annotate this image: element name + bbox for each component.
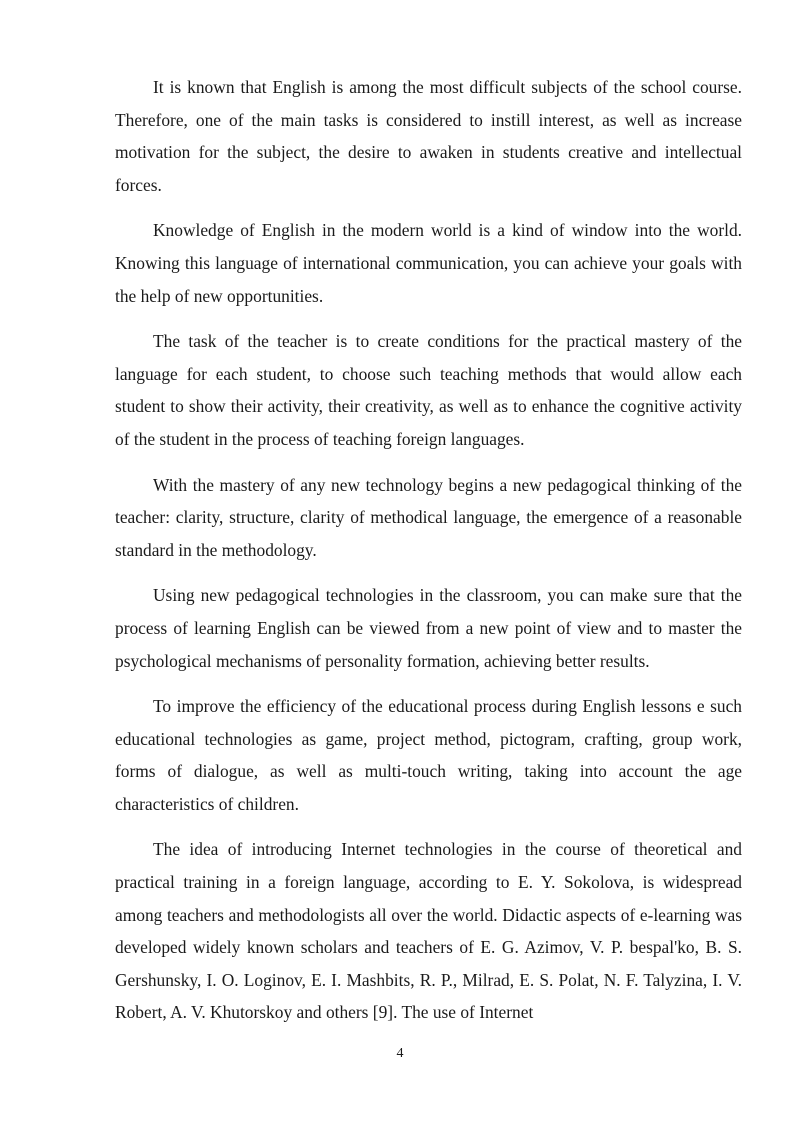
paragraph: Using new pedagogical technologies in the classroom, you can make sure that the process of learning English can be viewed from a new point of view and to master the psychological mechanisms of personality formation, achieving better results. — [115, 585, 742, 671]
page-number: 4 — [396, 1046, 404, 1061]
paragraph: It is known that English is among the most difficult subjects of the school course. Therefore, one of the main tasks is considered to instill interest, as well as increase motivation for the subject, the desire to awaken in students creative and intellectual forces. — [115, 77, 742, 195]
page-body — [115, 71, 742, 1042]
paragraph: With the mastery of any new technology begins a new pedagogical thinking of the teacher: clarity, structure, clarity of methodical language, the emergence of a reasonable standard in the methodology. — [115, 474, 742, 560]
paragraph: Knowledge of English in the modern world is a kind of window into the world. Knowing this language of international communication, you can achieve your goals with the help of new opportunities. — [115, 220, 742, 306]
paragraph: The task of the teacher is to create conditions for the practical mastery of the language for each student, to choose such teaching methods that would allow each student to show their activity, their creativity, as well as to enhance the cognitive activity of the student in the process of teaching foreign languages. — [115, 331, 742, 449]
paragraph: The idea of introducing Internet technologies in the course of theoretical and practical training in a foreign language, according to E. Y. Sokolova, is widespread among teachers and methodologists all over the world. Didactic aspects of e-learning was developed widely known scholars and teachers of E. G. Azimov, V. P. bespal'ko, B. S. Gershunsky, I. O. Loginov, E. I. Mashbits, R. P., Milrad, E. S. Polat, N. F. Talyzina, I. V. Robert, A. V. Khutorskoy and others [9]. The use of Internet — [115, 839, 742, 1023]
paragraph: To improve the efficiency of the educational process during English lessons e such educational technologies as game, project method, pictogram, crafting, group work, forms of dialogue, as well as multi-touch writing, taking into account the age characteristics of children. — [115, 696, 742, 814]
